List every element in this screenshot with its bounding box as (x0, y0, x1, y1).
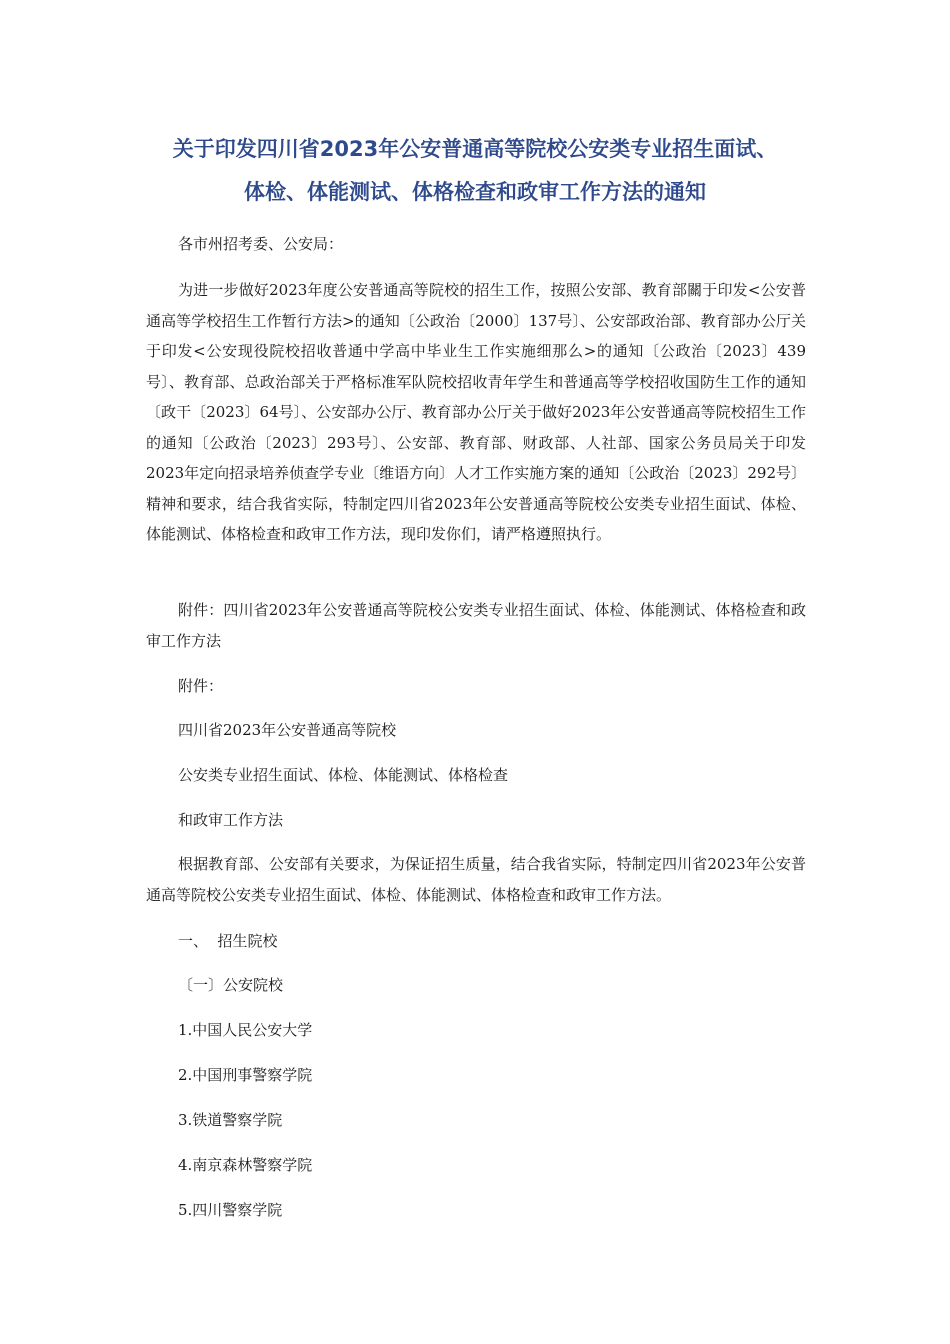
list-item: 2.中国刑事警察学院 (178, 1066, 313, 1084)
section-heading-1: 一、 招生院校 (178, 932, 278, 950)
attachment-title-line-1: 四川省2023年公安普通高等院校 (178, 721, 397, 739)
title-line-2: 体检、体能测试、体格检查和政审工作方法的通知 (244, 180, 706, 204)
list-item: 3.铁道警察学院 (178, 1111, 283, 1129)
list-item: 1.中国人民公安大学 (178, 1021, 313, 1039)
attachment-title-line-2: 公安类专业招生面试、体检、体能测试、体格检查 (178, 766, 509, 784)
list-item: 5.四川警察学院 (178, 1201, 283, 1219)
document-title (130, 128, 820, 214)
attachment-label: 附件： (178, 677, 224, 695)
list-item: 4.南京森林警察学院 (178, 1156, 313, 1174)
salutation: 各市州招考委、公安局： (178, 235, 344, 253)
paragraph-main: 为进一步做好2023年度公安普通高等院校的招生工作，按照公安部、教育部關于印发<公安普通高等学校招生工作暂行方法>的通知〔公政治〔2000〕137号〕、公安部政治部、教育部办公厅关于印发<公安现役院校招收普通中学高中毕业生工作实施细那么>的通知〔公政治〔2023〕439号〕、教育部、总政治部关于严格标准军队院校招收青年学生和普通高等学校招收国防生工作的通知〔政干〔2023〕64号〕、公安部办公厅、教育部办公厅关于做好2023年公安普通高等院校招生工作的通知〔公政治〔2023〕293号〕、公安部、教育部、财政部、人社部、国家公务员局关于印发2023年定向招录培养侦查学专业〔维语方向〕人才工作实施方案的通知〔公政治〔2023〕292号〕精神和要求，结合我省实际，特制定四川省2023年公安普通高等院校公安类专业招生面试、体检、体能测试、体格检查和政审工作方法，现印发你们，请严格遵照执行。 (146, 281, 806, 543)
subsection-heading-1: 〔一〕公安院校 (178, 976, 284, 994)
attachment-title-line-3: 和政审工作方法 (178, 811, 284, 829)
title-line-1: 关于印发四川省2023年公安普通高等院校公安类专业招生面试、 (172, 137, 778, 161)
intro-paragraph: 根据教育部、公安部有关要求，为保证招生质量，结合我省实际，特制定四川省2023年公安普通高等院校公安类专业招生面试、体检、体能测试、体格检查和政审工作方法。 (146, 855, 806, 904)
attachment-note: 附件：四川省2023年公安普通高等院校公安类专业招生面试、体检、体能测试、体格检查和政审工作方法 (146, 601, 806, 650)
